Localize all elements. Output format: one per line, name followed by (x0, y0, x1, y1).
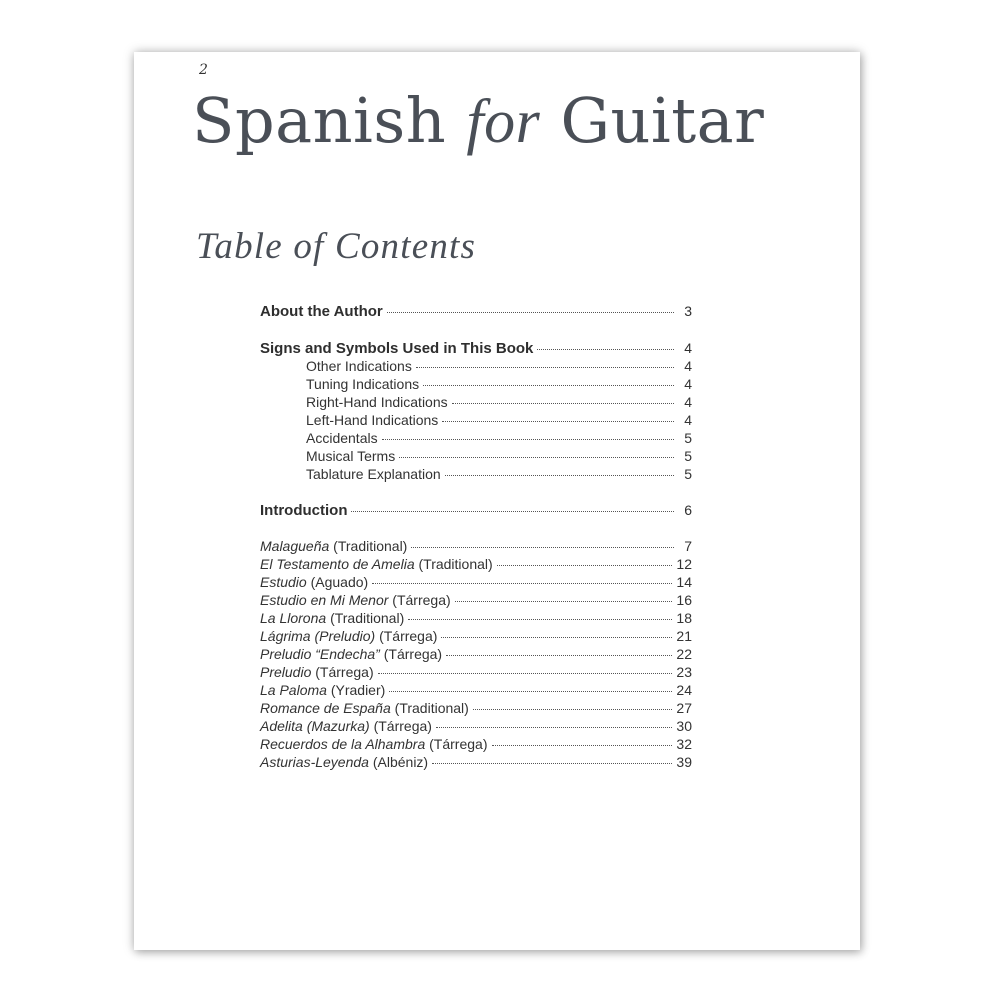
piece-page: 32 (676, 736, 692, 752)
piece-title: Estudio en Mi Menor (260, 592, 389, 608)
toc-piece (260, 592, 692, 610)
dot-leader (387, 312, 674, 313)
dot-leader (436, 727, 672, 728)
piece-page: 39 (676, 754, 692, 770)
dot-leader (537, 349, 674, 350)
piece-page: 24 (676, 682, 692, 698)
toc-piece (260, 574, 692, 592)
piece-composer: (Traditional) (330, 610, 405, 626)
dot-leader (492, 745, 673, 746)
piece-composer: (Tárrega) (379, 628, 438, 644)
toc-subentry-title: Accidentals (306, 430, 378, 446)
piece-page: 16 (676, 592, 692, 608)
piece-composer: (Tárrega) (429, 736, 488, 752)
dot-leader (473, 709, 673, 710)
piece-page: 22 (676, 646, 692, 662)
toc-subentry-page: 4 (684, 376, 692, 392)
toc-subentry-page: 4 (684, 358, 692, 374)
piece-title: La Paloma (260, 682, 327, 698)
piece-title: Recuerdos de la Alhambra (260, 736, 426, 752)
piece-composer: (Tárrega) (315, 664, 374, 680)
book-title-part3: Guitar (560, 84, 765, 157)
piece-page: 23 (676, 664, 692, 680)
toc-subentry (306, 466, 692, 484)
dot-leader (378, 673, 673, 674)
piece-title: La Llorona (260, 610, 327, 626)
piece-title: Lágrima (Preludio) (260, 628, 376, 644)
dot-leader (441, 637, 672, 638)
piece-page: 12 (676, 556, 692, 572)
piece-composer: (Albéniz) (372, 754, 429, 770)
piece-composer: (Tárrega) (392, 592, 451, 608)
dot-leader (382, 439, 674, 440)
piece-title: El Testamento de Amelia (260, 556, 415, 572)
toc-subentry-page: 5 (684, 466, 692, 482)
dot-leader (497, 565, 673, 566)
toc-piece (260, 610, 692, 628)
toc-subentry-page: 4 (684, 412, 692, 428)
toc-subentry (306, 394, 692, 412)
piece-composer: (Tárrega) (373, 718, 432, 734)
piece-composer: (Traditional) (394, 700, 469, 716)
dot-leader (455, 601, 673, 602)
toc-subentry-title: Other Indications (306, 358, 412, 374)
toc-entry-signs-symbols (260, 340, 692, 358)
piece-title: Adelita (Mazurka) (260, 718, 370, 734)
piece-composer: (Traditional) (418, 556, 493, 572)
toc-subentry (306, 358, 692, 376)
toc-entry-introduction (260, 502, 692, 520)
toc-piece (260, 664, 692, 682)
book-title-part2: for (466, 88, 541, 156)
piece-page: 18 (676, 610, 692, 626)
piece-title: Estudio (260, 574, 307, 590)
toc-piece (260, 646, 692, 664)
dot-leader (445, 475, 674, 476)
dot-leader (408, 619, 672, 620)
toc-subentry-page: 5 (684, 448, 692, 464)
toc-entry-title: Introduction (260, 502, 348, 519)
toc-subentry (306, 430, 692, 448)
toc-heading: Table of Contents (196, 226, 477, 267)
dot-leader (411, 547, 674, 548)
toc-piece (260, 556, 692, 574)
toc-subentry-title: Musical Terms (306, 448, 396, 464)
piece-composer: (Aguado) (310, 574, 369, 590)
dot-leader (372, 583, 672, 584)
piece-title: Romance de España (260, 700, 391, 716)
toc-entry-page: 6 (684, 502, 692, 518)
dot-leader (442, 421, 674, 422)
toc-subentry-title: Tuning Indications (306, 376, 420, 392)
piece-page: 27 (676, 700, 692, 716)
toc-entry-page: 3 (684, 303, 692, 319)
dot-leader (351, 511, 674, 512)
toc-piece (260, 754, 692, 772)
toc-subentry (306, 448, 692, 466)
toc-entry-title: Signs and Symbols Used in This Book (260, 340, 534, 357)
book-title (192, 84, 765, 157)
toc-entry-about-author (260, 303, 692, 321)
piece-page: 14 (676, 574, 692, 590)
toc-entry-page: 4 (684, 340, 692, 356)
dot-leader (432, 763, 672, 764)
toc-subentry-title: Right-Hand Indications (306, 394, 448, 410)
page-number: 2 (199, 62, 208, 78)
piece-title: Preludio “Endecha” (260, 646, 380, 662)
toc-piece (260, 736, 692, 754)
toc-piece (260, 628, 692, 646)
toc-subentry (306, 376, 692, 394)
piece-page: 21 (676, 628, 692, 644)
piece-page: 30 (676, 718, 692, 734)
piece-title: Preludio (260, 664, 312, 680)
toc-subentry-page: 4 (684, 394, 692, 410)
toc-subentry-title: Left-Hand Indications (306, 412, 439, 428)
toc-piece (260, 700, 692, 718)
piece-composer: (Yradier) (330, 682, 386, 698)
piece-title: Asturias-Leyenda (260, 754, 369, 770)
dot-leader (389, 691, 672, 692)
toc-piece (260, 718, 692, 736)
toc-subentry (306, 412, 692, 430)
dot-leader (423, 385, 674, 386)
dot-leader (399, 457, 674, 458)
toc-subentry-page: 5 (684, 430, 692, 446)
piece-title: Malagueña (260, 538, 330, 554)
toc-piece (260, 538, 692, 556)
dot-leader (416, 367, 674, 368)
piece-composer: (Tárrega) (383, 646, 443, 662)
book-page (134, 52, 860, 950)
piece-page: 7 (684, 538, 692, 554)
toc-entry-title: About the Author (260, 303, 383, 320)
book-title-part1: Spanish (192, 84, 447, 157)
toc-subentry-title: Tablature Explanation (306, 466, 441, 482)
toc-piece (260, 682, 692, 700)
dot-leader (446, 655, 672, 656)
dot-leader (452, 403, 674, 404)
piece-composer: (Traditional) (333, 538, 408, 554)
